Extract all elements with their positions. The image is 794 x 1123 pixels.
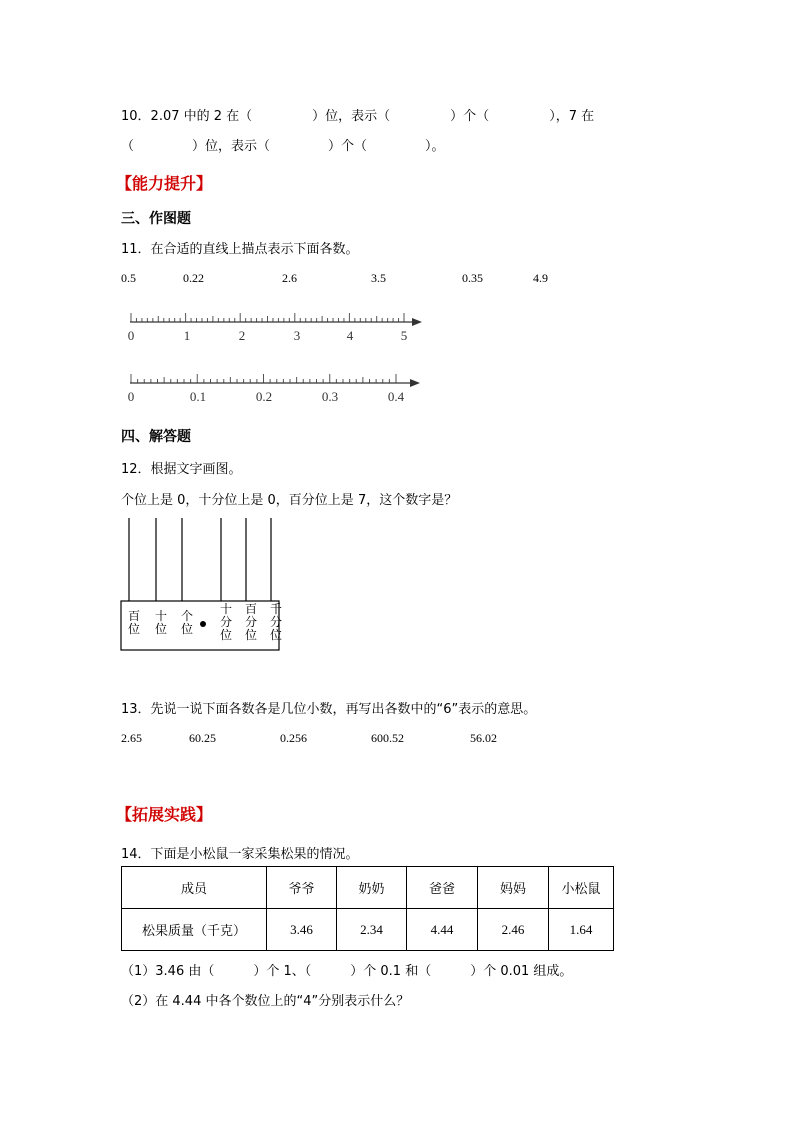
table-header-cell: 奶奶 (337, 867, 407, 909)
q13-number: 56.02 (470, 731, 497, 745)
nl2-label: 0 (127, 389, 135, 404)
table-header-cell: 爸爸 (407, 867, 478, 909)
decimal-point-dot (200, 621, 206, 627)
nl2-label: 0.2 (255, 389, 273, 404)
arrow-right-icon (412, 318, 422, 326)
nl1-label: 4 (346, 328, 354, 343)
q12-desc: 个位上是 0，十分位上是 0，百分位上是 7，这个数字是？ (121, 493, 458, 508)
q11-number: 4.9 (533, 271, 548, 285)
nl1-label: 5 (400, 328, 408, 343)
abacus-diagram[interactable] (120, 516, 282, 652)
table-row (122, 867, 614, 909)
q11-number: 0.35 (462, 271, 483, 285)
q14-text: 14．下面是小松鼠一家采集松果的情况。 (121, 847, 359, 862)
q11-text: 11．在合适的直线上描点表示下面各数。 (121, 242, 359, 257)
table-row (122, 909, 614, 951)
q13-number: 2.65 (121, 731, 142, 745)
abacus-place-label: 百位 (127, 609, 141, 636)
table-cell: 2.34 (337, 909, 407, 951)
table-cell: 4.44 (407, 909, 478, 951)
q10-line2: （ ）位，表示（ ）个（ ）。 (121, 139, 445, 154)
q11-number: 0.5 (121, 271, 136, 285)
q14-sub2: （2）在 4.44 中各个数位上的“4”分别表示什么？ (121, 994, 410, 1009)
nl1-label: 1 (183, 328, 191, 343)
table-cell: 1.64 (549, 909, 614, 951)
nl1-label: 2 (238, 328, 246, 343)
number-line-0-to-0.4[interactable] (118, 366, 438, 414)
q11-number: 3.5 (371, 271, 386, 285)
table-cell: 松果质量（千克） (122, 909, 267, 951)
nl2-label: 0.1 (189, 389, 207, 404)
q13-number: 60.25 (189, 731, 216, 745)
abacus-place-label: 十分位 (219, 602, 233, 642)
q13-number: 600.52 (371, 731, 404, 745)
q13-number: 0.256 (280, 731, 307, 745)
nl2-label: 0.4 (387, 389, 405, 404)
section-improve-heading: 【能力提升】 (116, 174, 213, 193)
table-cell: 2.46 (478, 909, 549, 951)
part3-heading: 三、作图题 (121, 211, 191, 227)
abacus-place-label: 千分位 (269, 602, 282, 642)
nl1-label: 3 (293, 328, 301, 343)
pinecone-table (121, 866, 614, 951)
arrow-right-icon (410, 379, 420, 387)
q14-sub1: （1）3.46 由（ ）个 1、（ ）个 0.1 和（ ）个 0.01 组成。 (121, 964, 573, 979)
q11-number: 0.22 (183, 271, 204, 285)
table-header-cell: 妈妈 (478, 867, 549, 909)
table-header-cell: 小松鼠 (549, 867, 614, 909)
table-header-cell: 成员 (122, 867, 267, 909)
q11-number: 2.6 (282, 271, 297, 285)
nl1-label: 0 (127, 328, 135, 343)
q10-line1: 10．2.07 中的 2 在（ ）位，表示（ ）个（ ），7 在 (121, 109, 595, 124)
abacus-place-label: 个位 (180, 609, 194, 636)
table-cell: 3.46 (267, 909, 337, 951)
number-line-0-to-5[interactable] (118, 304, 438, 352)
q12-text: 12．根据文字画图。 (121, 462, 242, 477)
abacus-place-label: 十位 (154, 609, 168, 636)
section-expand-heading: 【拓展实践】 (116, 805, 213, 824)
abacus-place-label: 百分位 (244, 602, 258, 642)
table-header-cell: 爷爷 (267, 867, 337, 909)
part4-heading: 四、解答题 (121, 429, 191, 445)
q13-text: 13．先说一说下面各数各是几位小数，再写出各数中的“6”表示的意思。 (121, 702, 537, 717)
nl2-label: 0.3 (321, 389, 339, 404)
